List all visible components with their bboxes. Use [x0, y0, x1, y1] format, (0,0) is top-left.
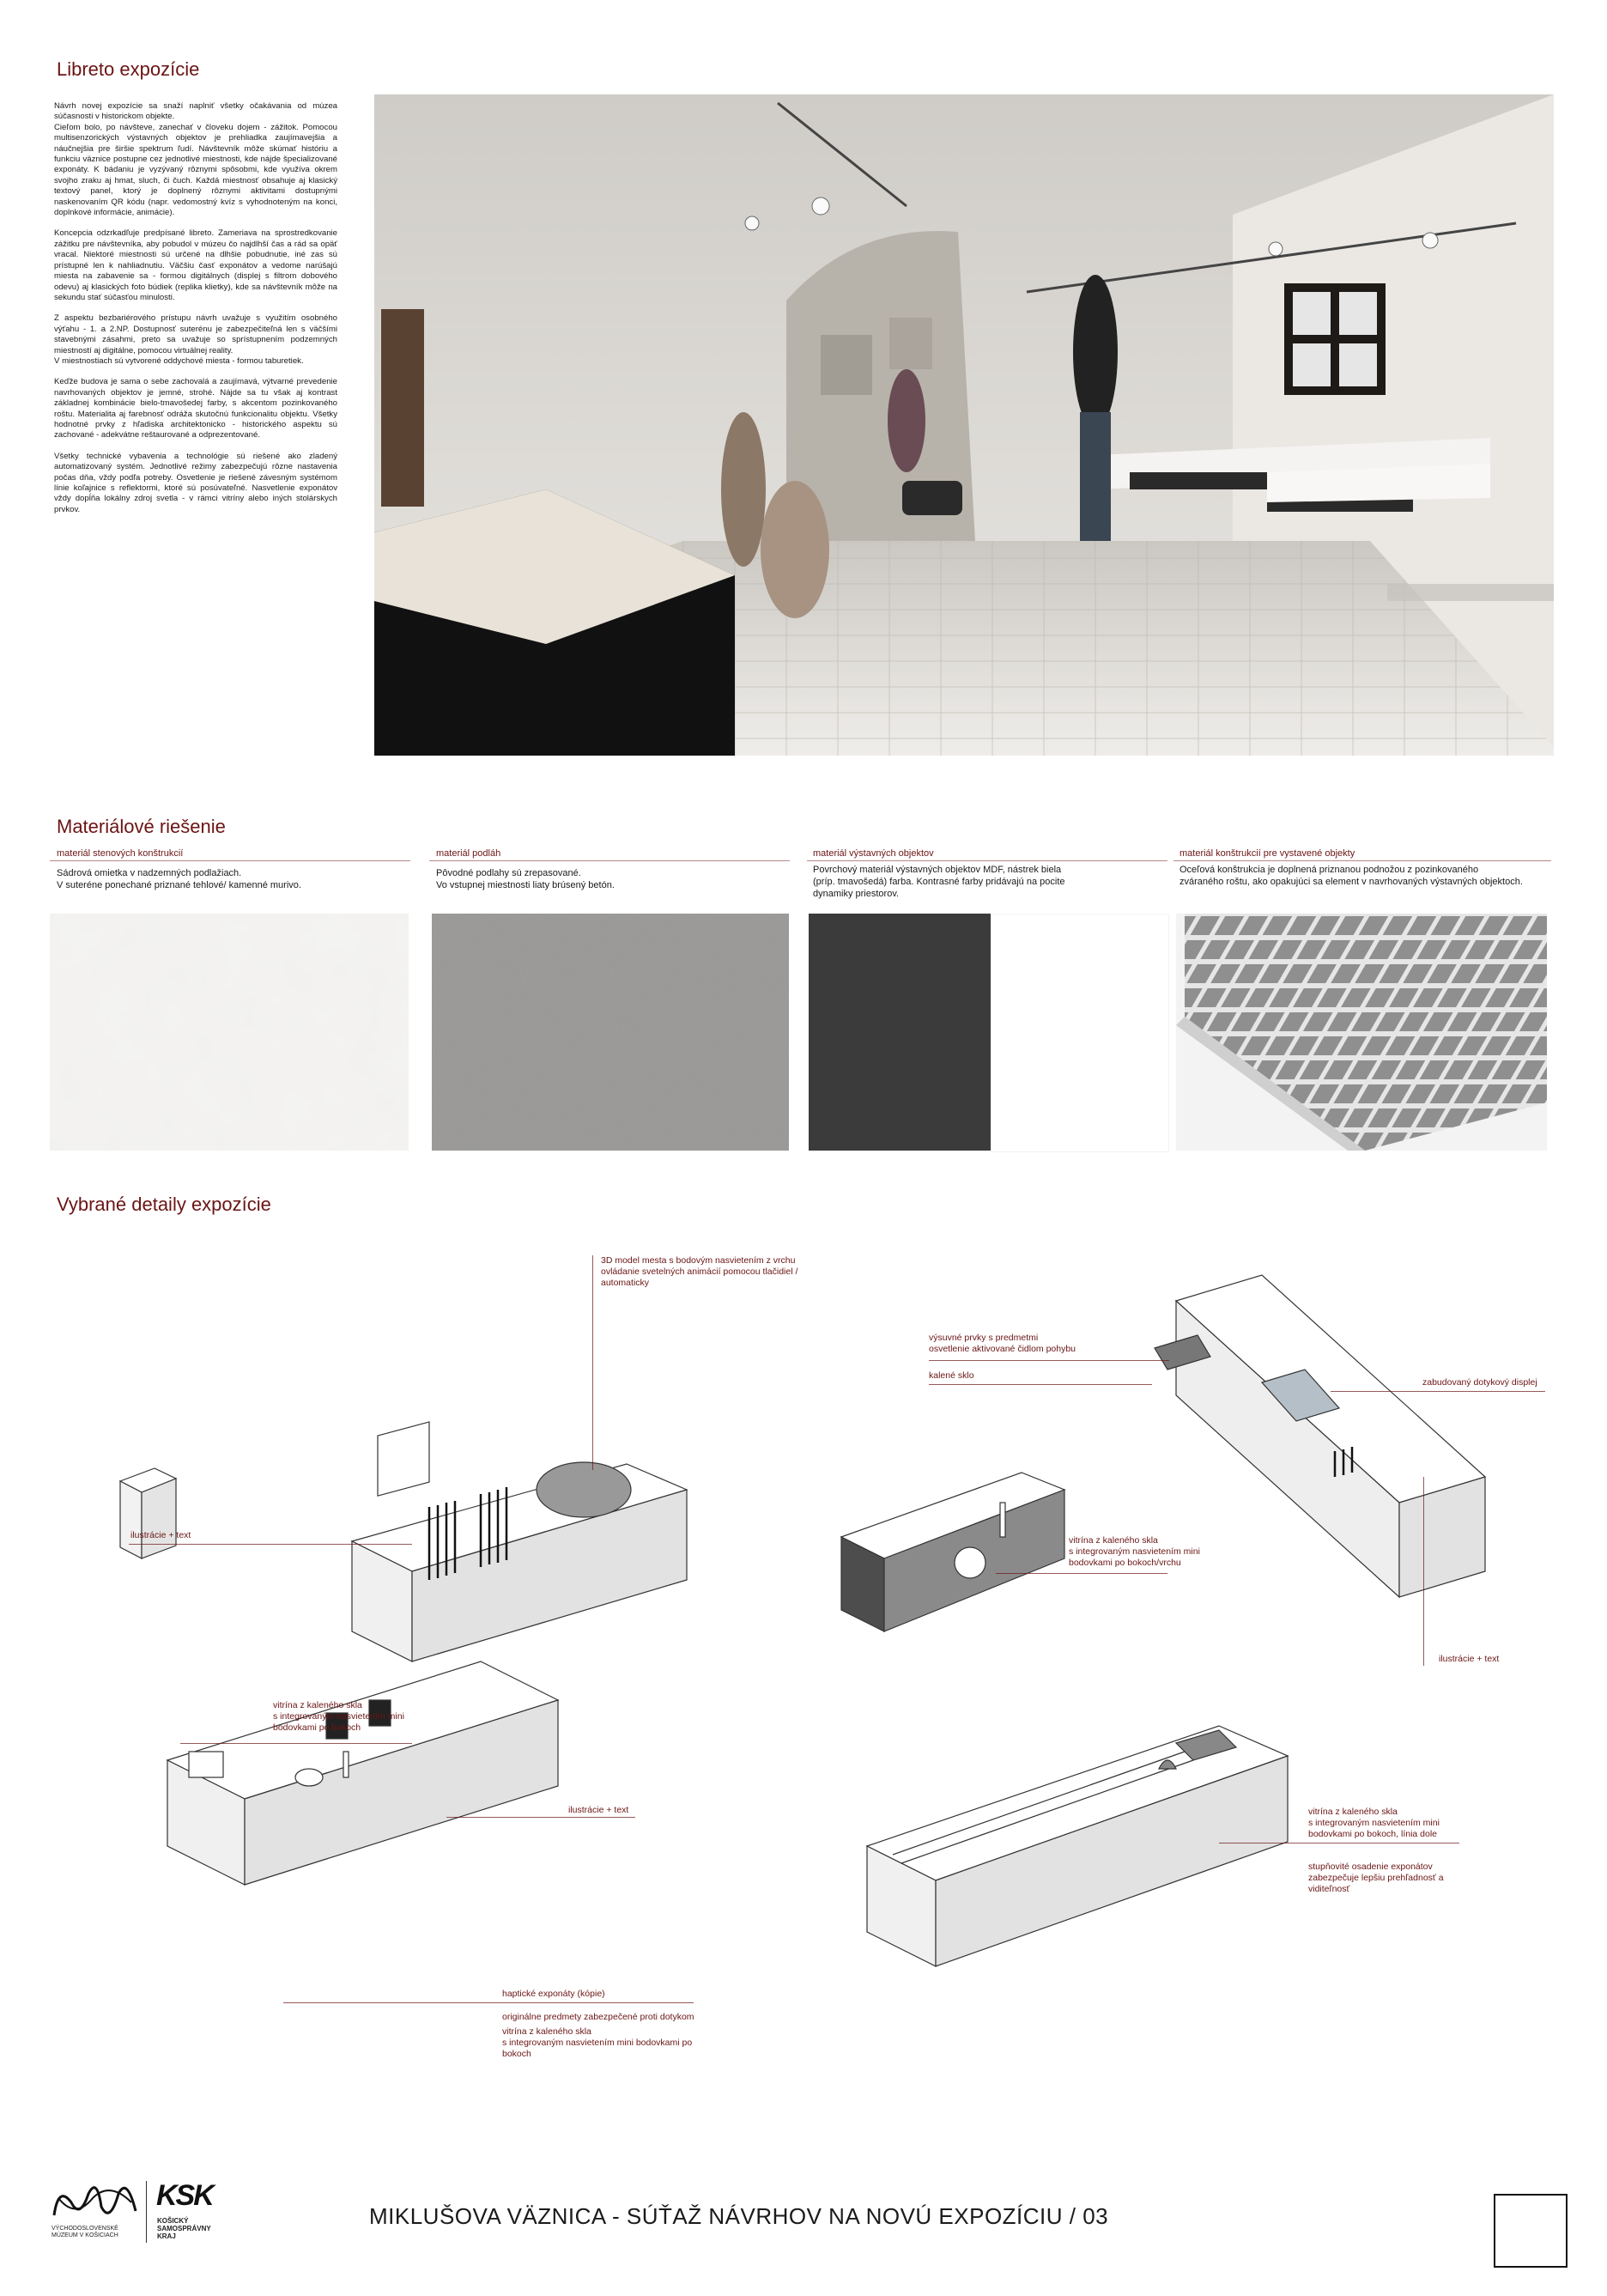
material-white-mdf-swatch: [991, 914, 1169, 1152]
ksk-logo-caption: KOŠICKÝ SAMOSPRÁVNY KRAJ: [157, 2217, 211, 2240]
logo-divider: [146, 2181, 147, 2243]
footer-title: MIKLUŠOVA VÄZNICA - SÚŤAŽ NÁVRHOV NA NOVÚ EXPOZÍCIU / 03: [369, 2203, 1109, 2229]
stepped-vitrine-drawing: [867, 1726, 1288, 1966]
callout-3d-model: 3D model mesta s bodovým nasvietením z vrchu ovládanie svetelných animácií pomocou tlačidiel / automaticky: [601, 1255, 798, 1288]
callout-stepped: stupňovité osadenie exponátov zabezpečuje lepšiu prehľadnosť a viditeľnosť: [1308, 1862, 1444, 1894]
callout-vitrina-1-line: [180, 1743, 412, 1744]
material-construction-rule: [1173, 860, 1551, 861]
material-objects-label: materiál výstavných objektov: [813, 848, 934, 859]
libreto-text: [54, 101, 337, 525]
callout-vitrina-3-line: [996, 1573, 1167, 1574]
model-table-drawing: [352, 1422, 687, 1661]
callout-glass-line: [929, 1384, 1152, 1385]
material-title: Materiálové riešenie: [57, 816, 226, 837]
libreto-paragraph-1: Návrh novej expozície sa snaží naplniť všetky očakávania od múzea súčasnosti v historickom objekte. Cieľom bolo, po návšteve, zanechať v človeku dojem - zážitok. Pomocou multisenzorických výstavných objektov je prehliadka zaujímavejšia a náučnejšia pre širšie spektrum ľudí. Návštevník môže skúmať históriu a funkciu väznice postupne cez jednotlivé miestnosti, kde nájde špecializované exponáty. K bádaniu je vyzývaný rôznymi spôsobmi, kde využíva okrem svojho zraku aj hmat, sluch, či čuch. Každá miestnosť obsahuje aj klasický textový panel, ktorý je doplnený rôznymi aktivitami dostupnými naskenovaním QR kódu (napr. vedomostný kvíz s vyhodnoteným na konci, doplnkové informácie, animácie).: [54, 101, 337, 218]
callout-illustrations-3-line: [1423, 1477, 1424, 1666]
material-floor-swatch: [432, 914, 789, 1151]
libreto-paragraph-5: Všetky technické vybavenia a technológie sú riešené ako zladený automatizovaný systém. Jednotlivé režimy zabezpečujú rôzne nastavenia počas dňa, vždy podľa potreby. Osvetlenie je riešené závesným systémom línie koľajnice s reflektormi, ktoré sú posúvateľné. Nasvetlenie exponátov vždy dopĺňa lokálny zdroj svetla - v rámci vitríny alebo iných stolárskych prvkov.: [54, 451, 337, 514]
material-floor-rule: [429, 860, 790, 861]
dark-vitrine-drawing: [841, 1473, 1064, 1631]
detail-drawings: [0, 1219, 1607, 2078]
material-wall-label: materiál stenových konštrukcií: [57, 848, 184, 859]
libreto-title: Libreto expozície: [57, 58, 200, 80]
display-table-drawing: [1155, 1275, 1485, 1597]
small-vitrine-drawing: [120, 1468, 176, 1558]
exhibition-render-illustration: [374, 94, 1554, 756]
museum-logo-caption: VÝCHODOSLOVENSKÉ MÚZEUM V KOŠICIACH: [52, 2226, 118, 2238]
callout-display-line: [1331, 1391, 1545, 1392]
callout-haptic: haptické exponáty (kópie): [502, 1989, 605, 1999]
callout-drawers: výsuvné prvky s predmetmi osvetlenie aktivované čidlom pohybu: [929, 1333, 1076, 1354]
material-dark-mdf-swatch: [809, 914, 991, 1151]
callout-vitrina-1: vitrína z kaleného skla s integrovaným nasvietením mini bodovkami po bokoch: [273, 1700, 404, 1733]
museum-logo-mark: [50, 2181, 144, 2224]
callout-illustrations-2: ilustrácie + text: [568, 1805, 629, 1815]
libreto-paragraph-3: Z aspektu bezbariérového prístupu návrh uvažuje s využitím osobného výťahu - 1. a 2.NP. Dostupnosť suterénu je zabezpečiteľná len s väčšími stavebnými zásahmi, preto sa uvažuje so sprístupnením podzemných miestností aj digitálne, pomocou virtuálnej reality. V miestnostiach sú vytvorené oddychové miesta - formou taburetiek.: [54, 313, 337, 366]
long-vitrine-drawing: [167, 1661, 558, 1885]
material-floor-label: materiál podláh: [436, 848, 501, 859]
callout-display: zabudovaný dotykový displej: [1422, 1377, 1537, 1388]
callout-vitrina-3: vitrína z kaleného skla s integrovaným nasvietením mini bodovkami po bokoch/vrchu: [1069, 1535, 1200, 1568]
material-wall-rule: [50, 860, 410, 861]
material-construction-label: materiál konštrukcií pre vystavené objekty: [1179, 848, 1355, 859]
callout-vitrina-4: vitrína z kaleného skla s integrovaným nasvietením mini bodovkami po bokoch, línia dole: [1308, 1807, 1440, 1839]
material-wall-desc: Sádrová omietka v nadzemných podlažiach. V suteréne ponechané priznané tehlové/ kamenné murivo.: [57, 868, 301, 890]
callout-illustrations-3: ilustrácie + text: [1439, 1654, 1500, 1664]
callout-vitrina-2: vitrína z kaleného skla s integrovaným nasvietením mini bodovkami po bokoch: [502, 2026, 693, 2059]
ksk-logo-mark: KSK: [156, 2179, 213, 2212]
callout-illustrations-1-line: [129, 1544, 412, 1545]
footer-page-box: [1494, 2194, 1568, 2268]
material-construction-desc: Oceľová konštrukcia je doplnená priznanou podnožou z pozinkovaného zváraného roštu, ako opakujúci sa element v navrhovaných výstavných objektoch.: [1179, 865, 1523, 887]
callout-glass: kalené sklo: [929, 1370, 974, 1381]
callout-originals: originálne predmety zabezpečené proti dotykom: [502, 2012, 694, 2022]
material-wall-swatch: [50, 914, 409, 1151]
libreto-paragraph-4: Keďže budova je sama o sebe zachovalá a zaujímavá, výtvarné prevedenie navrhovaných objektov je jemné, strohé. Nájde sa tu však aj kontrast základnej kombinácie bielo-tmavošedej farby, s akcentom pozinkovaného roštu. Materialita aj farebnosť odráža skutočnú funkcionalitu objektu. Všetky hodnotné prvky z hľadiska architektonicko - historického aspektu sú zachované - adekvátne reštaurované a odprezentované.: [54, 377, 337, 440]
material-grating-swatch: [1176, 914, 1547, 1151]
callout-illustrations-2-line: [446, 1817, 635, 1818]
details-title: Vybrané detaily expozície: [57, 1194, 271, 1215]
libreto-paragraph-2: Koncepcia odzrkadľuje predpísané libreto. Zameriava na sprostredkovanie zážitku pre návštevníka, aby pobudol v múzeu čo najdlhší čas a rád sa opäť vracal. Niektoré miestnosti sú určené na dlhšie pobudnutie, iné zas sú prístupné len k nahliadnutiu. Väčšiu časť exponátov a vedome narúšajú miesta na zabavenie sa - formou digitálnych (displej s filtrom dobového odevu) aj klasických foto búdiek (replika klietky), kde sa návštevník môže na sekundu stať súčasťou minulosti.: [54, 228, 337, 302]
callout-3d-model-line: [592, 1255, 593, 1470]
grating-illustration: [1176, 914, 1547, 1151]
plaster-texture: [50, 914, 409, 1151]
callout-haptic-line: [283, 2002, 694, 2003]
material-floor-desc: Pôvodné podlahy sú zrepasované. Vo vstupnej miestnosti liaty brúsený betón.: [436, 868, 615, 890]
exhibition-render-image: [374, 94, 1554, 756]
callout-drawers-line: [929, 1360, 1169, 1361]
callout-illustrations-1: ilustrácie + text: [130, 1530, 191, 1540]
material-objects-desc: Povrchový materiál výstavných objektov MDF, nástrek biela (príp. tmavošedá) farba. Kontrasné farby pridávajú na pocite dynamiky priestorov.: [813, 865, 1065, 899]
material-objects-rule: [807, 860, 1167, 861]
concrete-texture: [432, 914, 789, 1151]
